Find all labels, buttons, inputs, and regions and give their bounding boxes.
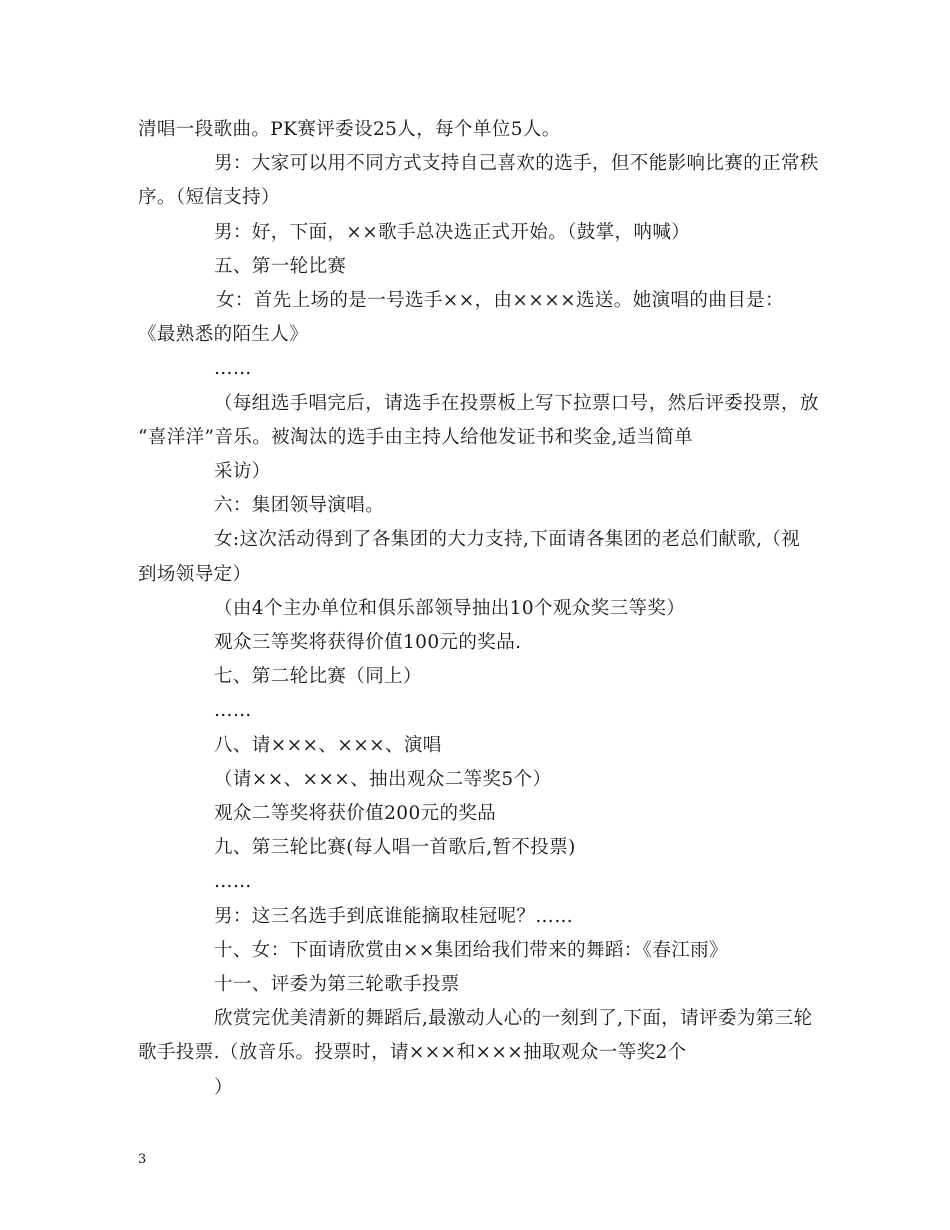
text-line: 清唱一段歌曲。PK赛评委设25人，每个单位5人。 [138, 119, 561, 140]
text-line: 到场领导定） [138, 564, 252, 585]
text-line: 观众二等奖将获价值200元的奖品 [214, 803, 497, 824]
text-line: ） [214, 1077, 233, 1098]
section-heading: 八、请×××、×××、演唱 [214, 735, 442, 756]
text-line: （由4个主办单位和俱乐部领导抽出10个观众奖三等奖） [214, 598, 686, 619]
section-heading: 七、第二轮比赛（同上） [214, 666, 422, 687]
ellipsis-line: …… [214, 358, 252, 379]
text-line: 男：好，下面，××歌手总决选正式开始。（鼓掌，呐喊） [214, 222, 691, 243]
section-heading: 六：集团领导演唱。 [214, 495, 385, 516]
text-line: “喜洋洋”音乐。被淘汰的选手由主持人给他发证书和奖金,适当简单 [138, 427, 694, 448]
text-line: 女:这次活动得到了各集团的大力支持,下面请各集团的老总们献歌,（视 [214, 529, 801, 550]
text-line: 女：首先上场的是一号选手××，由××××选送。她演唱的曲目是： [216, 290, 784, 311]
page-number: 3 [138, 1152, 147, 1167]
text-line: （每组选手唱完后，请选手在投票板上写下拉票口号，然后评委投票，放 [214, 393, 819, 414]
ellipsis-line: …… [214, 700, 252, 721]
text-line: 男：大家可以用不同方式支持自己喜欢的选手，但不能影响比赛的正常秩 [214, 153, 819, 174]
text-line: 《最熟悉的陌生人》 [138, 324, 309, 345]
section-heading: 十一、评委为第三轮歌手投票 [214, 974, 460, 995]
section-heading: 九、第三轮比赛(每人唱一首歌后,暂不投票) [214, 837, 576, 858]
section-heading: 五、第一轮比赛 [214, 256, 347, 277]
ellipsis-line: …… [214, 871, 252, 892]
text-line: 欣赏完优美清新的舞蹈后,最激动人心的一刻到了,下面，请评委为第三轮 [214, 1008, 813, 1029]
text-line: 采访） [214, 461, 271, 482]
text-line: 观众三等奖将获得价值100元的奖品. [214, 632, 522, 653]
section-heading: 十、女：下面请欣赏由××集团给我们带来的舞蹈：《春江雨》 [214, 940, 728, 961]
text-line: 歌手投票.（放音乐。投票时，请×××和×××抽取观众一等奖2个 [138, 1042, 687, 1063]
text-line: （请××、×××、抽出观众二等奖5个） [214, 769, 552, 790]
text-line: 男：这三名选手到底谁能摘取桂冠呢？…… [214, 906, 574, 927]
text-line: 序。（短信支持） [138, 187, 280, 208]
